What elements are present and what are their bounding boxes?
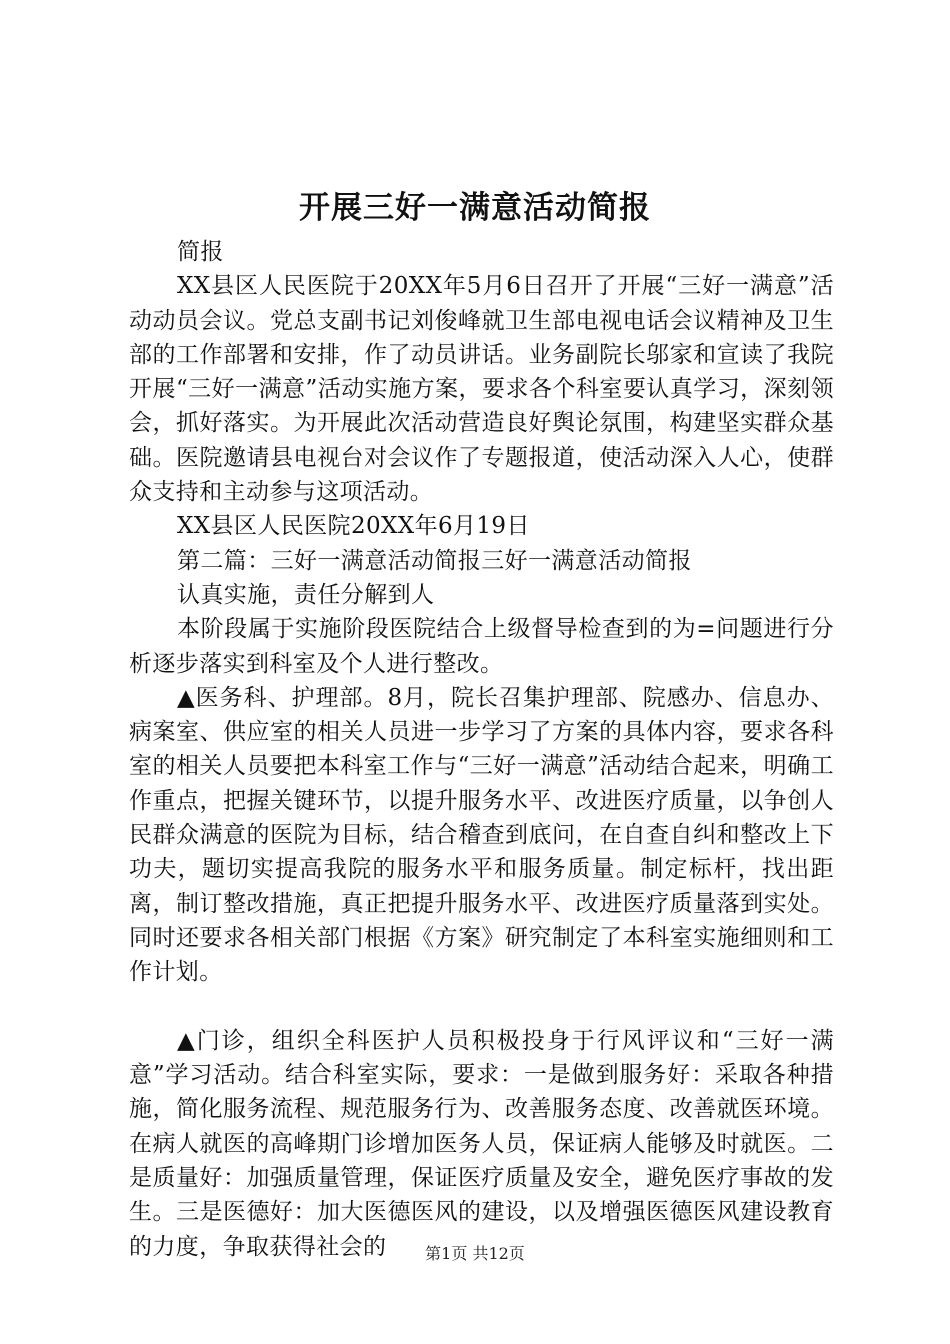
document-body (129, 235, 834, 1264)
paragraph-spacer (129, 990, 834, 1024)
document-title: 开展三好一满意活动简报 (299, 190, 651, 226)
paragraph-second-article-title: 第二篇：三好一满意活动简报三好一满意活动简报 (177, 547, 692, 574)
page-number-footer: 第1页 共12页 (425, 1244, 525, 1263)
paragraph-implementation-stage: 本阶段属于实施阶段医院结合上级督导检查到的为=问题进行分析逐步落实到科室及个人进行整改。 (129, 616, 834, 677)
paragraph-outpatient: ▲门诊，组织全科医护人员积极投身于行风评议和“三好一满意”学习活动。结合科室实际，要求：一是做到服务好：采取各种措施，简化服务流程、规范服务行为、改善服务态度、改善就医环境。在病人就医的高峰期门诊增加医务人员，保证病人能够及时就医。二是质量好：加强质量管理，保证医疗质量及安全，避免医疗事故的发生。三是医德好：加大医德医风的建设，以及增强医德医风建设教育的力度，争取获得社会的 (129, 1027, 834, 1260)
paragraph-medical-nursing: ▲医务科、护理部。8月，院长召集护理部、院感办、信息办、病案室、供应室的相关人员进一步学习了方案的具体内容，要求各科室的相关人员要把本科室工作与“三好一满意”活动结合起来，明确工作重点，把握关键环节，以提升服务水平、改进医疗质量，以争创人民群众满意的医院为目标，结合稽查到底问，在自查自纠和整改上下功夫，题切实提高我院的服务水平和服务质量。制定标杆，找出距离，制订整改措施，真正把提升服务水平、改进医疗质量落到实处。同时还要求各相关部门根据《方案》研究制定了本科室实施细则和工作计划。 (129, 684, 834, 986)
paragraph-heading-jianbao: 简报 (177, 239, 224, 265)
paragraph-date-line: XX县区人民医院20XX年6月19日 (177, 513, 530, 540)
paragraph-meeting-summary: XX县区人民医院于20XX年5月6日召开了开展“三好一满意”活动动员会议。党总支副书记刘俊峰就卫生部电视电话会议精神及卫生部的工作部署和安排，作了动员讲话。业务副院长邬家和宣读了我院开展“三好一满意”活动实施方案，要求各个科室要认真学习，深刻领会，抓好落实。为开展此次活动营造良好舆论氛围，构建坚实群众基础。医院邀请县电视台对会议作了专题报道，使活动深入人心，使群众支持和主动参与这项活动。 (129, 273, 834, 506)
paragraph-section-heading: 认真实施，责任分解到人 (177, 581, 435, 608)
